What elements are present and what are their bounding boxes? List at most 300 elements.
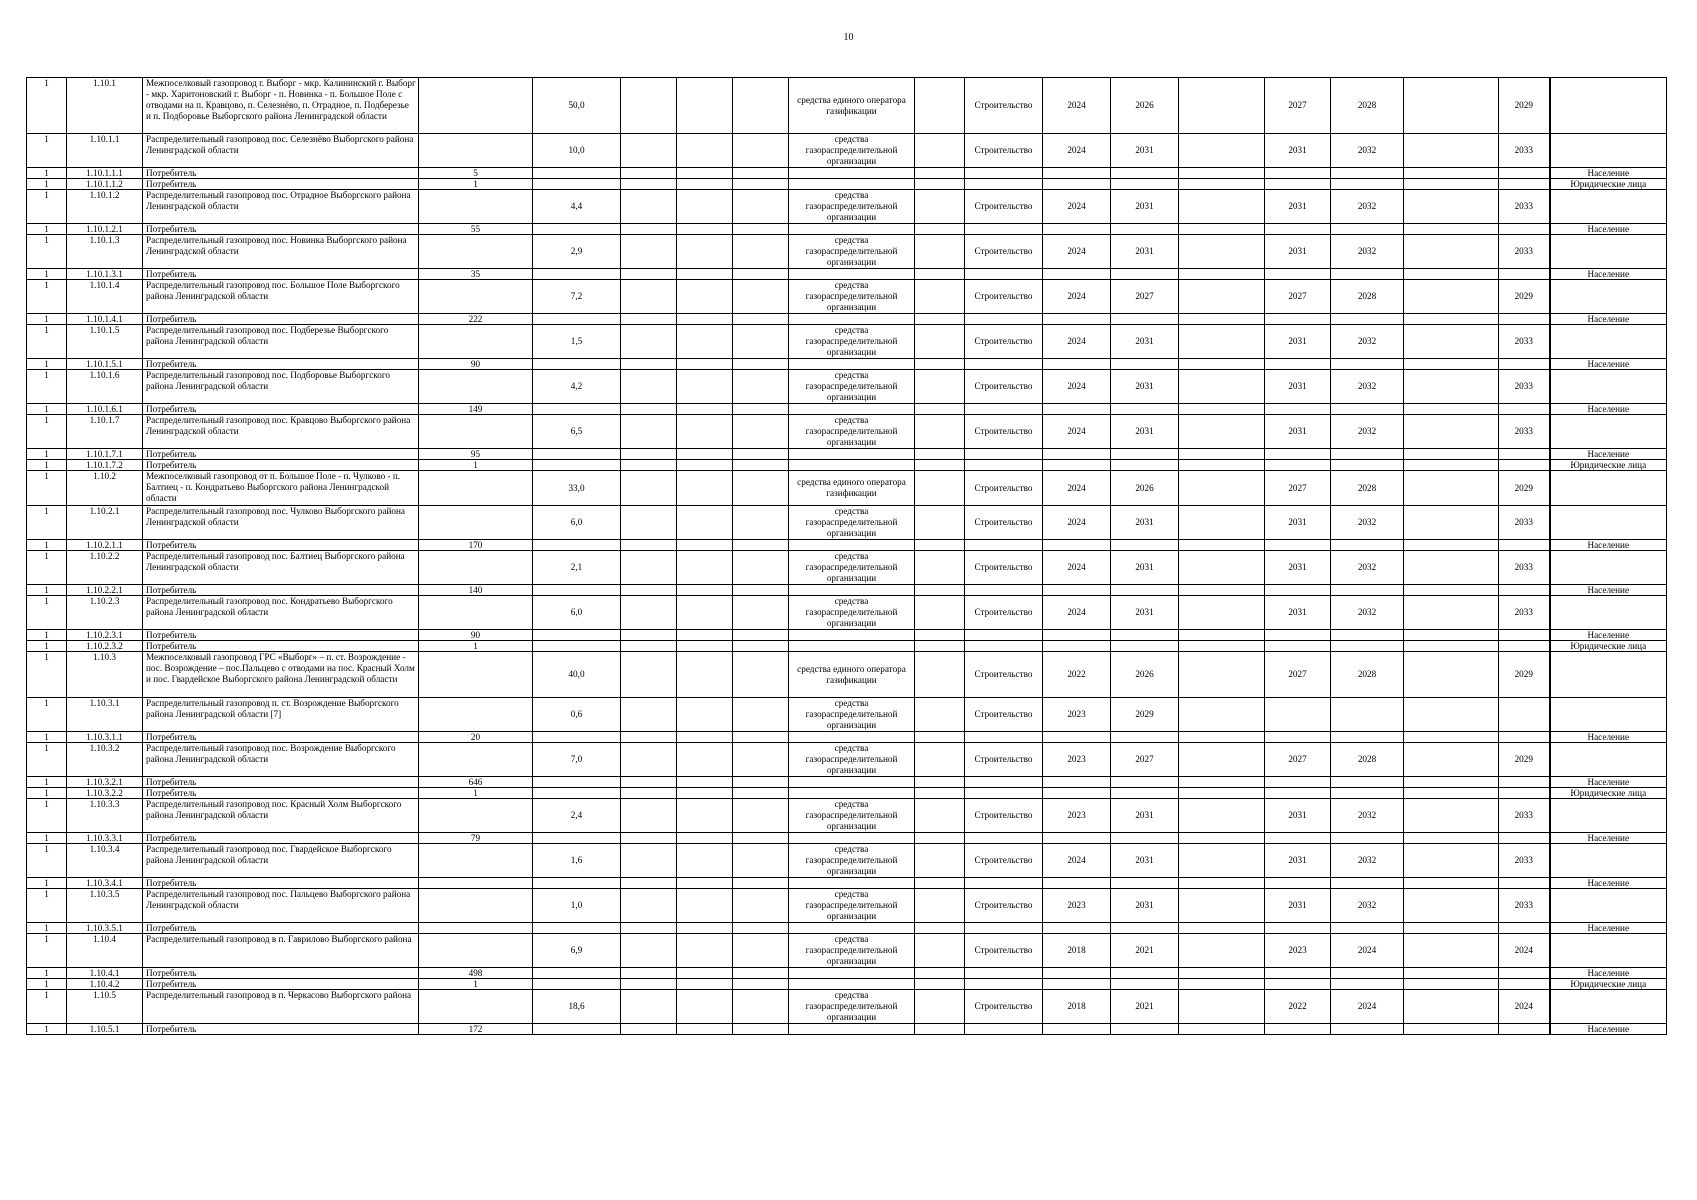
year-start-cell: 2018 xyxy=(1043,990,1111,1024)
consumer-category-cell: Население xyxy=(1550,923,1667,934)
empty-cell xyxy=(733,449,789,460)
consumer-category-cell xyxy=(1550,844,1667,878)
consumer-row xyxy=(27,269,1667,280)
year-cell xyxy=(1265,630,1331,641)
pipeline-row xyxy=(27,134,1667,168)
code-cell: 1.10.1.7 xyxy=(67,415,143,449)
pipeline-row xyxy=(27,506,1667,540)
year-cell xyxy=(1499,269,1550,280)
consumers-cell xyxy=(419,878,533,889)
year-start-cell xyxy=(1043,788,1111,799)
funding-source-cell xyxy=(789,449,915,460)
consumer-category-cell: Юридические лица xyxy=(1550,788,1667,799)
empty-cell xyxy=(621,788,677,799)
empty-cell xyxy=(1179,540,1265,551)
consumer-category-cell: Население xyxy=(1550,314,1667,325)
consumer-category-cell: Юридические лица xyxy=(1550,179,1667,190)
empty-cell xyxy=(677,224,733,235)
empty-cell xyxy=(1179,743,1265,777)
empty-cell xyxy=(733,732,789,743)
empty-cell xyxy=(915,224,965,235)
empty-cell xyxy=(733,799,789,833)
year-cell xyxy=(1265,179,1331,190)
empty-cell xyxy=(733,179,789,190)
year-end-cell xyxy=(1111,404,1179,415)
empty-cell xyxy=(733,314,789,325)
empty-cell xyxy=(677,359,733,370)
empty-cell xyxy=(733,934,789,968)
year-end-cell: 2021 xyxy=(1111,990,1179,1024)
length-cell: 40,0 xyxy=(533,652,621,698)
code-cell: 1.10.1.1.1 xyxy=(67,168,143,179)
year-cell xyxy=(1499,979,1550,990)
code-cell: 1.10.2.2 xyxy=(67,551,143,585)
empty-cell xyxy=(915,449,965,460)
row-number-cell: 1 xyxy=(27,979,67,990)
empty-cell xyxy=(621,968,677,979)
empty-cell xyxy=(677,652,733,698)
year-cell: 2032 xyxy=(1331,325,1404,359)
length-cell xyxy=(533,732,621,743)
empty-cell xyxy=(1404,630,1499,641)
year-cell: 2022 xyxy=(1265,990,1331,1024)
empty-cell xyxy=(677,449,733,460)
work-type-cell: Строительство xyxy=(965,325,1043,359)
year-start-cell xyxy=(1043,585,1111,596)
row-number-cell: 1 xyxy=(27,833,67,844)
length-cell: 6,0 xyxy=(533,506,621,540)
empty-cell xyxy=(1179,652,1265,698)
year-cell xyxy=(1499,540,1550,551)
name-cell: Распределительный газопровод пос. Чулково Выборгского района Ленинградской области xyxy=(143,506,419,540)
length-cell xyxy=(533,269,621,280)
consumer-category-cell xyxy=(1550,990,1667,1024)
code-cell: 1.10.1.4.1 xyxy=(67,314,143,325)
work-type-cell: Строительство xyxy=(965,235,1043,269)
empty-cell xyxy=(1404,743,1499,777)
empty-cell xyxy=(915,280,965,314)
code-cell: 1.10.4.2 xyxy=(67,979,143,990)
consumer-row xyxy=(27,630,1667,641)
code-cell: 1.10.1.5.1 xyxy=(67,359,143,370)
empty-cell xyxy=(1179,415,1265,449)
row-number-cell: 1 xyxy=(27,325,67,359)
consumer-row xyxy=(27,878,1667,889)
empty-cell xyxy=(1404,889,1499,923)
year-cell xyxy=(1265,777,1331,788)
consumers-cell xyxy=(419,844,533,878)
row-number-cell: 1 xyxy=(27,652,67,698)
empty-cell xyxy=(1179,235,1265,269)
empty-cell xyxy=(677,878,733,889)
work-type-cell: Строительство xyxy=(965,990,1043,1024)
work-type-cell xyxy=(965,878,1043,889)
funding-source-cell xyxy=(789,314,915,325)
row-number-cell: 1 xyxy=(27,269,67,280)
year-cell xyxy=(1499,179,1550,190)
empty-cell xyxy=(1404,224,1499,235)
row-number-cell: 1 xyxy=(27,370,67,404)
year-cell xyxy=(1331,269,1404,280)
year-start-cell: 2024 xyxy=(1043,190,1111,224)
empty-cell xyxy=(677,269,733,280)
empty-cell xyxy=(1404,732,1499,743)
empty-cell xyxy=(677,889,733,923)
consumers-cell: 1 xyxy=(419,179,533,190)
empty-cell xyxy=(915,404,965,415)
length-cell xyxy=(533,878,621,889)
name-cell: Потребитель xyxy=(143,1024,419,1035)
year-cell: 2028 xyxy=(1331,471,1404,506)
consumer-category-cell xyxy=(1550,934,1667,968)
year-start-cell xyxy=(1043,968,1111,979)
consumer-row xyxy=(27,641,1667,652)
length-cell: 33,0 xyxy=(533,471,621,506)
year-cell: 2033 xyxy=(1499,844,1550,878)
year-cell: 2031 xyxy=(1265,506,1331,540)
work-type-cell xyxy=(965,314,1043,325)
empty-cell xyxy=(621,460,677,471)
work-type-cell: Строительство xyxy=(965,370,1043,404)
empty-cell xyxy=(915,415,965,449)
year-cell: 2031 xyxy=(1265,799,1331,833)
empty-cell xyxy=(733,460,789,471)
year-cell: 2033 xyxy=(1499,799,1550,833)
empty-cell xyxy=(621,743,677,777)
consumers-cell: 1 xyxy=(419,979,533,990)
year-start-cell: 2023 xyxy=(1043,889,1111,923)
name-cell: Потребитель xyxy=(143,585,419,596)
empty-cell xyxy=(915,314,965,325)
empty-cell xyxy=(1179,979,1265,990)
name-cell: Межпоселковый газопровод ГРС «Выборг» – п. ст. Возрождение - пос. Возрождение – пос.Пальцево с отводами на пос. Красный Холм и пос. Гвардейское Выборгского района Ленинградской области xyxy=(143,652,419,698)
year-cell: 2029 xyxy=(1499,652,1550,698)
consumers-cell xyxy=(419,990,533,1024)
year-start-cell xyxy=(1043,314,1111,325)
year-cell xyxy=(1265,878,1331,889)
empty-cell xyxy=(621,404,677,415)
year-cell: 2031 xyxy=(1265,844,1331,878)
consumers-cell: 1 xyxy=(419,788,533,799)
empty-cell xyxy=(677,280,733,314)
empty-cell xyxy=(733,630,789,641)
empty-cell xyxy=(1404,923,1499,934)
name-cell: Распределительный газопровод пос. Подберезье Выборгского района Ленинградской области xyxy=(143,325,419,359)
empty-cell xyxy=(621,641,677,652)
empty-cell xyxy=(621,585,677,596)
pipeline-row xyxy=(27,235,1667,269)
empty-cell xyxy=(733,923,789,934)
year-cell xyxy=(1331,314,1404,325)
empty-cell xyxy=(733,325,789,359)
year-start-cell: 2024 xyxy=(1043,596,1111,630)
empty-cell xyxy=(677,540,733,551)
length-cell: 1,6 xyxy=(533,844,621,878)
year-cell: 2024 xyxy=(1499,934,1550,968)
length-cell xyxy=(533,979,621,990)
empty-cell xyxy=(1179,460,1265,471)
consumer-category-cell: Население xyxy=(1550,585,1667,596)
consumer-row xyxy=(27,968,1667,979)
year-end-cell: 2026 xyxy=(1111,652,1179,698)
empty-cell xyxy=(1179,370,1265,404)
work-type-cell xyxy=(965,168,1043,179)
work-type-cell: Строительство xyxy=(965,698,1043,732)
name-cell: Распределительный газопровод пос. Кравцово Выборгского района Ленинградской области xyxy=(143,415,419,449)
year-cell: 2033 xyxy=(1499,325,1550,359)
consumers-cell xyxy=(419,923,533,934)
consumer-row xyxy=(27,585,1667,596)
row-number-cell: 1 xyxy=(27,630,67,641)
pipeline-row xyxy=(27,652,1667,698)
consumer-category-cell xyxy=(1550,78,1667,134)
consumer-row xyxy=(27,540,1667,551)
work-type-cell: Строительство xyxy=(965,190,1043,224)
empty-cell xyxy=(621,190,677,224)
empty-cell xyxy=(733,1024,789,1035)
row-number-cell: 1 xyxy=(27,844,67,878)
empty-cell xyxy=(1404,844,1499,878)
empty-cell xyxy=(733,743,789,777)
work-type-cell xyxy=(965,1024,1043,1035)
row-number-cell: 1 xyxy=(27,449,67,460)
work-type-cell: Строительство xyxy=(965,551,1043,585)
empty-cell xyxy=(1179,923,1265,934)
funding-source-cell xyxy=(789,224,915,235)
pipeline-row xyxy=(27,799,1667,833)
year-cell: 2031 xyxy=(1265,551,1331,585)
consumers-cell xyxy=(419,78,533,134)
consumer-row xyxy=(27,168,1667,179)
year-cell xyxy=(1331,788,1404,799)
year-cell xyxy=(1265,224,1331,235)
empty-cell xyxy=(1404,1024,1499,1035)
year-start-cell: 2024 xyxy=(1043,235,1111,269)
year-cell: 2028 xyxy=(1331,743,1404,777)
empty-cell xyxy=(621,799,677,833)
funding-source-cell xyxy=(789,732,915,743)
length-cell xyxy=(533,777,621,788)
row-number-cell: 1 xyxy=(27,471,67,506)
empty-cell xyxy=(733,979,789,990)
empty-cell xyxy=(1404,280,1499,314)
year-end-cell xyxy=(1111,833,1179,844)
work-type-cell xyxy=(965,460,1043,471)
empty-cell xyxy=(1179,934,1265,968)
empty-cell xyxy=(677,585,733,596)
empty-cell xyxy=(677,596,733,630)
year-end-cell xyxy=(1111,1024,1179,1035)
consumer-category-cell: Юридические лица xyxy=(1550,979,1667,990)
consumer-category-cell: Население xyxy=(1550,540,1667,551)
empty-cell xyxy=(733,404,789,415)
year-end-cell: 2031 xyxy=(1111,889,1179,923)
year-cell xyxy=(1331,979,1404,990)
length-cell: 7,0 xyxy=(533,743,621,777)
empty-cell xyxy=(677,325,733,359)
funding-source-cell: средства газораспределительной организации xyxy=(789,889,915,923)
empty-cell xyxy=(677,1024,733,1035)
length-cell: 4,4 xyxy=(533,190,621,224)
code-cell: 1.10.2.2.1 xyxy=(67,585,143,596)
year-cell xyxy=(1499,878,1550,889)
year-start-cell: 2024 xyxy=(1043,325,1111,359)
funding-source-cell xyxy=(789,788,915,799)
empty-cell xyxy=(915,641,965,652)
row-number-cell: 1 xyxy=(27,641,67,652)
funding-source-cell: средства газораспределительной организации xyxy=(789,596,915,630)
empty-cell xyxy=(915,168,965,179)
year-cell xyxy=(1331,168,1404,179)
year-end-cell xyxy=(1111,168,1179,179)
year-start-cell: 2022 xyxy=(1043,652,1111,698)
empty-cell xyxy=(677,990,733,1024)
empty-cell xyxy=(733,359,789,370)
consumer-row xyxy=(27,179,1667,190)
year-cell: 2032 xyxy=(1331,799,1404,833)
consumers-cell xyxy=(419,934,533,968)
empty-cell xyxy=(677,551,733,585)
empty-cell xyxy=(1404,540,1499,551)
name-cell: Распределительный газопровод пос. Отрадное Выборгского района Ленинградской области xyxy=(143,190,419,224)
year-cell: 2027 xyxy=(1265,78,1331,134)
empty-cell xyxy=(1404,168,1499,179)
year-end-cell xyxy=(1111,460,1179,471)
year-cell: 2033 xyxy=(1499,506,1550,540)
consumer-category-cell xyxy=(1550,280,1667,314)
empty-cell xyxy=(1404,370,1499,404)
empty-cell xyxy=(677,471,733,506)
empty-cell xyxy=(733,698,789,732)
empty-cell xyxy=(733,641,789,652)
empty-cell xyxy=(733,134,789,168)
empty-cell xyxy=(1179,314,1265,325)
work-type-cell xyxy=(965,788,1043,799)
empty-cell xyxy=(621,280,677,314)
empty-cell xyxy=(915,78,965,134)
empty-cell xyxy=(621,979,677,990)
funding-source-cell xyxy=(789,585,915,596)
pipeline-row xyxy=(27,190,1667,224)
consumers-cell: 222 xyxy=(419,314,533,325)
year-end-cell xyxy=(1111,224,1179,235)
code-cell: 1.10.3.2.2 xyxy=(67,788,143,799)
year-cell xyxy=(1265,641,1331,652)
name-cell: Распределительный газопровод пос. Пальцево Выборгского района Ленинградской области xyxy=(143,889,419,923)
empty-cell xyxy=(677,777,733,788)
year-cell xyxy=(1265,460,1331,471)
pipeline-row xyxy=(27,844,1667,878)
empty-cell xyxy=(621,471,677,506)
year-cell xyxy=(1331,1024,1404,1035)
year-cell: 2031 xyxy=(1265,370,1331,404)
empty-cell xyxy=(1179,506,1265,540)
year-cell xyxy=(1331,777,1404,788)
work-type-cell: Строительство xyxy=(965,471,1043,506)
row-number-cell: 1 xyxy=(27,799,67,833)
consumer-row xyxy=(27,1024,1667,1035)
year-cell: 2032 xyxy=(1331,370,1404,404)
year-end-cell xyxy=(1111,878,1179,889)
code-cell: 1.10.2 xyxy=(67,471,143,506)
empty-cell xyxy=(733,652,789,698)
year-cell xyxy=(1265,585,1331,596)
consumer-category-cell xyxy=(1550,889,1667,923)
empty-cell xyxy=(1404,934,1499,968)
code-cell: 1.10.3.1.1 xyxy=(67,732,143,743)
empty-cell xyxy=(915,788,965,799)
empty-cell xyxy=(621,889,677,923)
year-cell xyxy=(1265,923,1331,934)
work-type-cell xyxy=(965,630,1043,641)
year-end-cell xyxy=(1111,641,1179,652)
row-number-cell: 1 xyxy=(27,506,67,540)
code-cell: 1.10.3.4 xyxy=(67,844,143,878)
length-cell: 2,1 xyxy=(533,551,621,585)
length-cell xyxy=(533,224,621,235)
consumers-cell: 95 xyxy=(419,449,533,460)
consumer-row xyxy=(27,777,1667,788)
code-cell: 1.10.3.3 xyxy=(67,799,143,833)
empty-cell xyxy=(1179,471,1265,506)
year-start-cell xyxy=(1043,641,1111,652)
year-start-cell xyxy=(1043,833,1111,844)
consumers-cell: 35 xyxy=(419,269,533,280)
code-cell: 1.10.2.1.1 xyxy=(67,540,143,551)
work-type-cell xyxy=(965,641,1043,652)
year-cell: 2024 xyxy=(1499,990,1550,1024)
consumers-cell: 646 xyxy=(419,777,533,788)
year-cell: 2033 xyxy=(1499,415,1550,449)
name-cell: Потребитель xyxy=(143,777,419,788)
year-cell xyxy=(1499,224,1550,235)
empty-cell xyxy=(1404,460,1499,471)
funding-source-cell: средства газораспределительной организации xyxy=(789,934,915,968)
year-end-cell xyxy=(1111,630,1179,641)
name-cell: Потребитель xyxy=(143,460,419,471)
empty-cell xyxy=(733,833,789,844)
empty-cell xyxy=(677,370,733,404)
funding-source-cell xyxy=(789,878,915,889)
year-cell xyxy=(1499,833,1550,844)
year-cell xyxy=(1331,833,1404,844)
year-cell: 2023 xyxy=(1265,934,1331,968)
empty-cell xyxy=(915,878,965,889)
work-type-cell: Строительство xyxy=(965,934,1043,968)
funding-source-cell xyxy=(789,404,915,415)
row-number-cell: 1 xyxy=(27,968,67,979)
empty-cell xyxy=(733,777,789,788)
empty-cell xyxy=(677,630,733,641)
work-type-cell xyxy=(965,224,1043,235)
year-cell xyxy=(1331,641,1404,652)
year-cell xyxy=(1499,777,1550,788)
year-cell xyxy=(1265,979,1331,990)
empty-cell xyxy=(1404,325,1499,359)
row-number-cell: 1 xyxy=(27,404,67,415)
empty-cell xyxy=(621,168,677,179)
code-cell: 1.10.5 xyxy=(67,990,143,1024)
funding-source-cell xyxy=(789,979,915,990)
empty-cell xyxy=(915,551,965,585)
consumer-category-cell xyxy=(1550,415,1667,449)
year-end-cell xyxy=(1111,732,1179,743)
consumers-cell: 20 xyxy=(419,732,533,743)
empty-cell xyxy=(1179,269,1265,280)
code-cell: 1.10.2.1 xyxy=(67,506,143,540)
empty-cell xyxy=(1404,641,1499,652)
year-cell xyxy=(1499,698,1550,732)
